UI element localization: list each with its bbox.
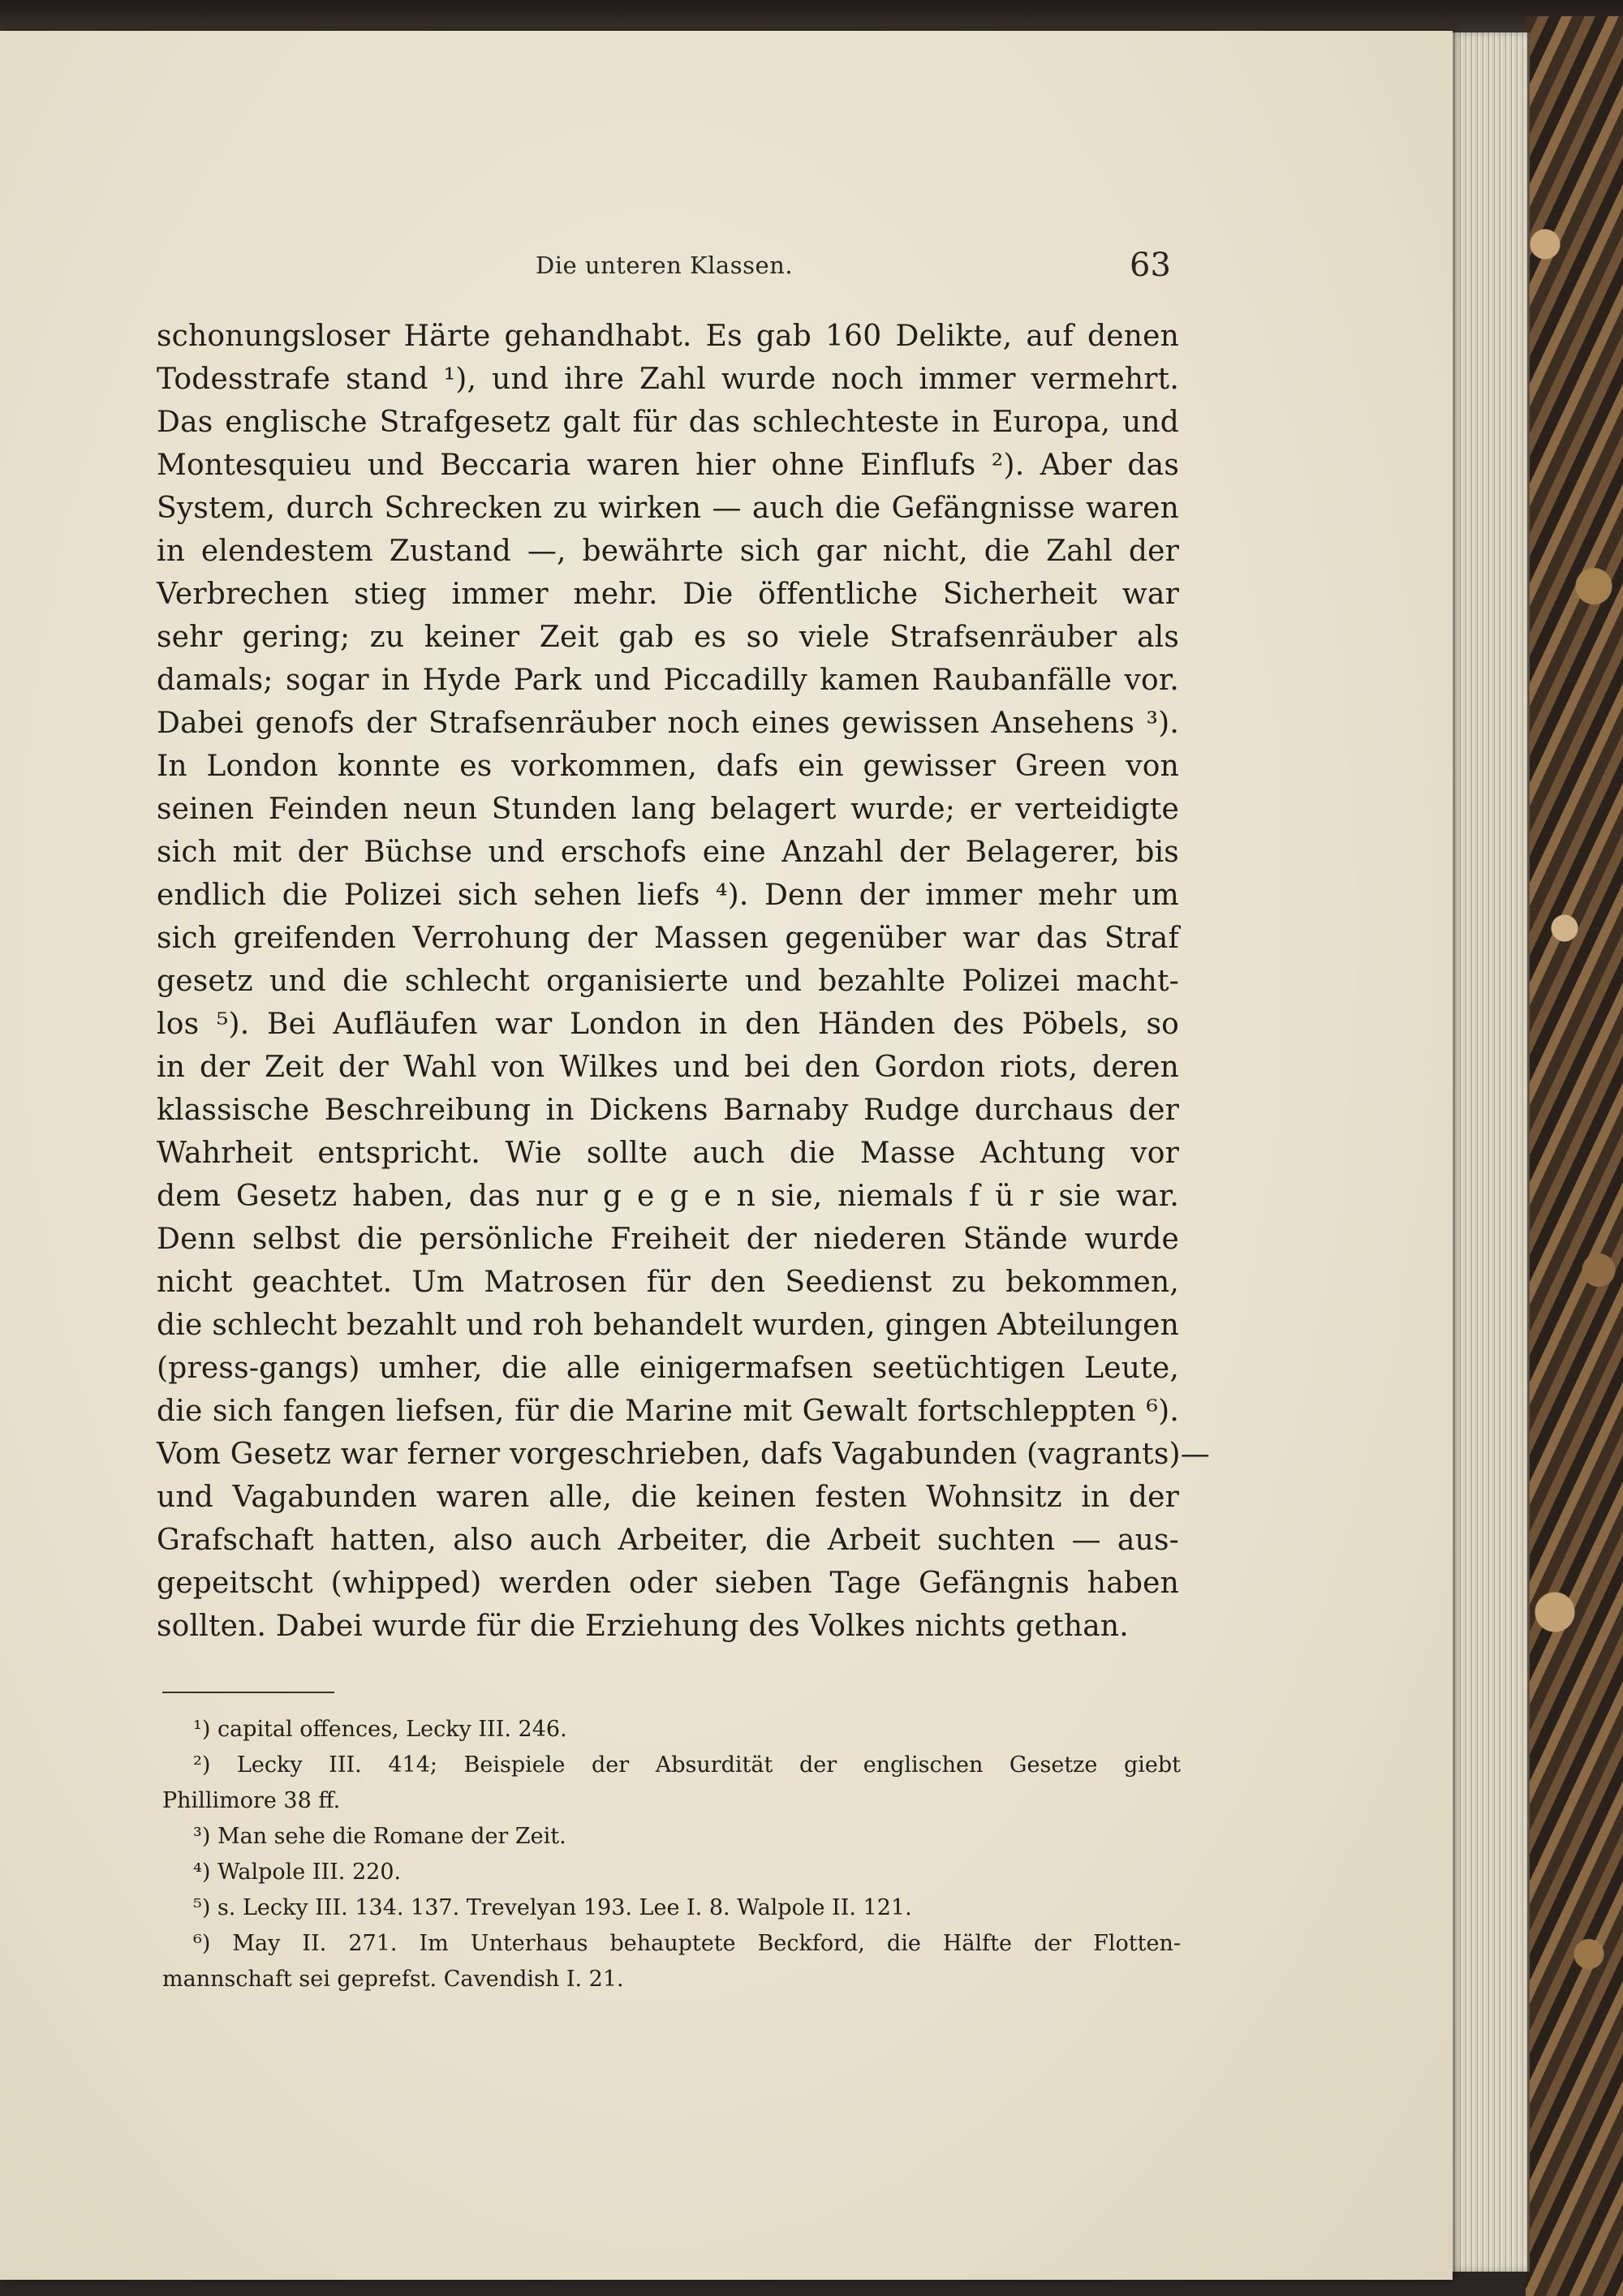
text-line: Das englische Strafgesetz galt für das schlechteste in Europa, und xyxy=(157,406,1179,439)
text-line: Todesstrafe stand ¹), und ihre Zahl wurde noch immer vermehrt. xyxy=(157,363,1179,396)
text-line: damals; sogar in Hyde Park und Piccadilly kamen Raubanfälle vor. xyxy=(157,664,1179,697)
text-line: dem Gesetz haben, das nur g e g e n sie, niemals f ü r sie war. xyxy=(157,1180,1179,1213)
text-line: gesetz und die schlecht organisierte und bezahlte Polizei macht- xyxy=(157,965,1179,998)
footnote-line: ⁶) May II. 271. Im Unterhaus behauptete Beckford, die Hälfte der Flotten- xyxy=(193,1931,1181,1956)
text-line: (press-gangs) umher, die alle einigermafsen seetüchtigen Leute, xyxy=(157,1352,1179,1385)
text-line: die schlecht bezahlt und roh behandelt wurden, gingen Abteilungen xyxy=(157,1309,1179,1342)
text-line: endlich die Polizei sich sehen liefs ⁴). Denn der immer mehr um xyxy=(157,879,1179,912)
body-text xyxy=(157,315,1210,1648)
footnote-line: mannschaft sei geprefst. Cavendish I. 21. xyxy=(162,1967,624,1992)
text-line: Vom Gesetz war ferner vorgeschrieben, dafs Vagabunden (vagrants)— xyxy=(157,1438,1210,1471)
text-line: System, durch Schrecken zu wirken — auch die Gefängnisse waren xyxy=(157,492,1179,525)
text-line: Denn selbst die persönliche Freiheit der niederen Stände wurde xyxy=(157,1223,1179,1256)
text-line: in elendestem Zustand —, bewährte sich gar nicht, die Zahl der xyxy=(157,535,1179,568)
footnote-line: ⁴) Walpole III. 220. xyxy=(193,1860,402,1885)
marbled-book-edge xyxy=(1526,16,1623,2296)
text-line: sich greifenden Verrohung der Massen gegenüber war das Straf xyxy=(157,922,1179,955)
text-line: und Vagabunden waren alle, die keinen festen Wohnsitz in der xyxy=(157,1481,1179,1514)
running-head: Die unteren Klassen. xyxy=(536,252,794,279)
footnote-line: ¹) capital offences, Lecky III. 246. xyxy=(193,1717,567,1742)
text-line: Grafschaft hatten, also auch Arbeiter, die Arbeit suchten — aus- xyxy=(157,1524,1179,1557)
backdrop-top xyxy=(0,0,1623,32)
text-line: in der Zeit der Wahl von Wilkes und bei den Gordon riots, deren xyxy=(157,1051,1179,1084)
text-line: nicht geachtet. Um Matrosen für den Seedienst zu bekommen, xyxy=(157,1266,1179,1299)
page-edges xyxy=(1446,32,1530,2272)
text-line: gepeitscht (whipped) werden oder sieben Tage Gefängnis haben xyxy=(157,1567,1179,1600)
footnote-line: ⁵) s. Lecky III. 134. 137. Trevelyan 193. Lee I. 8. Walpole II. 121. xyxy=(193,1895,912,1920)
text-line: klassische Beschreibung in Dickens Barnaby Rudge durchaus der xyxy=(157,1094,1179,1127)
footnote-divider xyxy=(162,1692,334,1693)
text-line: los ⁵). Bei Aufläufen war London in den Händen des Pöbels, so xyxy=(157,1008,1179,1041)
footnotes xyxy=(162,1712,1181,1997)
text-line: sich mit der Büchse und erschofs eine Anzahl der Belagerer, bis xyxy=(157,836,1179,869)
text-line: schonungsloser Härte gehandhabt. Es gab 160 Delikte, auf denen xyxy=(157,320,1179,353)
text-line: seinen Feinden neun Stunden lang belagert wurde; er verteidigte xyxy=(157,793,1179,826)
text-line: sollten. Dabei wurde für die Erziehung des Volkes nichts gethan. xyxy=(157,1610,1129,1643)
text-line: Dabei genofs der Strafsenräuber noch eines gewissen Ansehens ³). xyxy=(157,707,1179,740)
text-line: die sich fangen liefsen, für die Marine mit Gewalt fortschleppten ⁶). xyxy=(157,1395,1179,1428)
page-number: 63 xyxy=(1130,247,1171,284)
text-line: Montesquieu und Beccaria waren hier ohne Einflufs ²). Aber das xyxy=(157,449,1179,482)
footnote-line: ²) Lecky III. 414; Beispiele der Absurdität der englischen Gesetze giebt xyxy=(193,1752,1181,1778)
footnote-line: Phillimore 38 ff. xyxy=(162,1788,341,1813)
text-line: In London konnte es vorkommen, dafs ein gewisser Green von xyxy=(157,750,1179,783)
text-line: Verbrechen stieg immer mehr. Die öffentliche Sicherheit war xyxy=(157,578,1179,611)
text-line: Wahrheit entspricht. Wie sollte auch die Masse Achtung vor xyxy=(157,1137,1179,1170)
footnote-line: ³) Man sehe die Romane der Zeit. xyxy=(193,1824,566,1849)
text-line: sehr gering; zu keiner Zeit gab es so viele Strafsenräuber als xyxy=(157,621,1179,654)
